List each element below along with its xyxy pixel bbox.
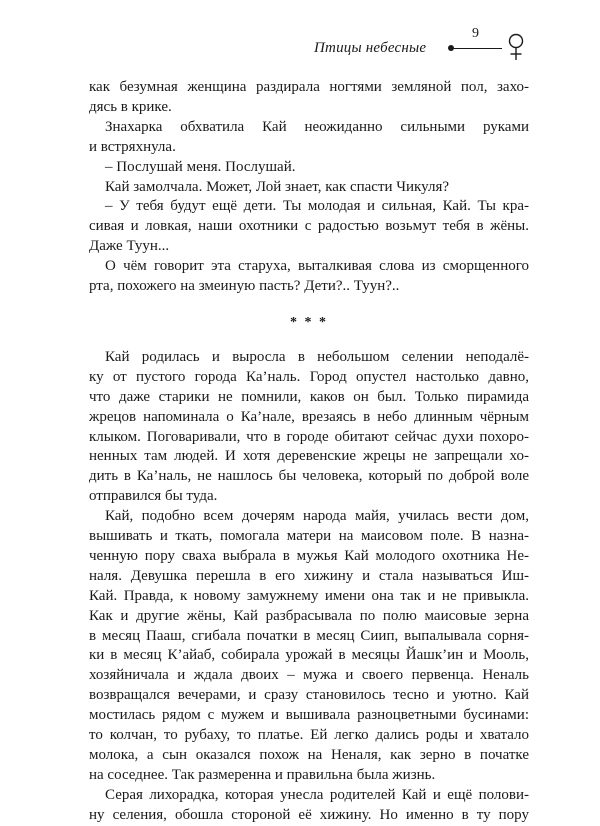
text-line: дить в Ка’наль, не нашлось бы человека, который по доброй воле bbox=[89, 468, 529, 485]
text-line: клыком. Поговаривали, что в городе обитают сейчас духи похоро- bbox=[89, 428, 529, 445]
text-line: – Послушай меня. Послушай. bbox=[105, 158, 296, 175]
text-line: Кай, подобно всем дочерям народа майя, училась вести дом, bbox=[105, 508, 529, 525]
text-line: наля. Девушка перешла в его хижину и стала называться Иш- bbox=[89, 567, 529, 584]
text-line: возвращался вечерами, и сразу становилось тесно и уютно. Кай bbox=[89, 687, 529, 704]
text-line: О чём говорит эта старуха, выталкивая слова из сморщенного bbox=[105, 258, 529, 275]
body-text bbox=[89, 78, 529, 826]
text-line: Знахарка обхватила Кай неожиданно сильными руками bbox=[105, 118, 529, 135]
text-line: в месяц Пааш, сгибала початки в месяц Сиип, выпалывала сорня- bbox=[89, 627, 529, 644]
text-line: вышивать и ткать, помогала матери на маисовом поле. В назна- bbox=[89, 528, 529, 545]
text-line: – У тебя будут ещё дети. Ты молодая и сильная, Кай. Ты кра- bbox=[105, 198, 529, 215]
text-line: дясь в крике. bbox=[89, 98, 172, 115]
text-line: Кай родилась и выросла в небольшом селении неподалё- bbox=[105, 348, 529, 365]
section-separator: * * * bbox=[290, 314, 328, 330]
text-line: Даже Туун... bbox=[89, 238, 170, 255]
running-title: Птицы небесные bbox=[314, 40, 427, 56]
page-number: 9 bbox=[472, 26, 479, 41]
text-line: жрецов напоминала о Ка’нале, врезаясь в небо длинным чёрным bbox=[89, 408, 529, 425]
text-line: молока, а сын оказался похож на Неналя, как зерно в початке bbox=[89, 747, 529, 763]
text-line: на соседнее. Так размеренна и правильна была жизнь. bbox=[89, 766, 436, 783]
text-line: ченную пору сваха выбрала в мужья Кай молодого охотника Не- bbox=[89, 547, 529, 564]
text-line: Серая лихорадка, которая унесла родителей Кай и ещё полови- bbox=[105, 786, 529, 803]
venus-icon bbox=[505, 32, 527, 62]
text-line: ненных там людей. И хотя деревенские жрецы не запрещали хо- bbox=[89, 448, 529, 465]
running-header bbox=[300, 26, 546, 60]
text-line: рта, похожего на змеиную пасть? Дети?.. Туун?.. bbox=[89, 278, 400, 295]
text-line: как безумная женщина раздирала ногтями земляной пол, захо- bbox=[89, 79, 529, 95]
text-line: хозяйничала и ждала двоих – мужа и своего первенца. Неналь bbox=[89, 667, 529, 684]
text-line: ну селения, обошла стороной её хижину. Но именно в ту пору bbox=[89, 806, 529, 823]
text-line: отправился бы туда. bbox=[89, 488, 218, 505]
text-line: Кай замолчала. Может, Лой знает, как спасти Чикуля? bbox=[105, 178, 450, 195]
text-line: ки в месяц К’айаб, собирала урожай в месяцы Йашк’ин и Мооль, bbox=[89, 647, 529, 664]
text-line: и встряхнула. bbox=[89, 138, 176, 155]
text-line: сивая и ловкая, наши охотники с радостью возьмут тебя в жёны. bbox=[89, 218, 529, 235]
header-rule bbox=[452, 48, 502, 49]
text-line: что даже старики не помнили, каков он был. Только пирамида bbox=[89, 388, 529, 405]
text-line: ку от пустого города Ка’наль. Город опустел настолько давно, bbox=[89, 368, 529, 385]
text-line: Кай. Правда, к новому замужнему имени она так и не привыкла. bbox=[89, 587, 529, 604]
text-line: мостилась рядом с мужем и вышивала разноцветными бусинами: bbox=[89, 707, 529, 724]
text-line: Как и другие жёны, Кай разбрасывала по полю маисовые зерна bbox=[89, 607, 529, 624]
text-line: то колчан, то рубаху, то платье. Ей легко дались роды и хватало bbox=[89, 727, 529, 744]
